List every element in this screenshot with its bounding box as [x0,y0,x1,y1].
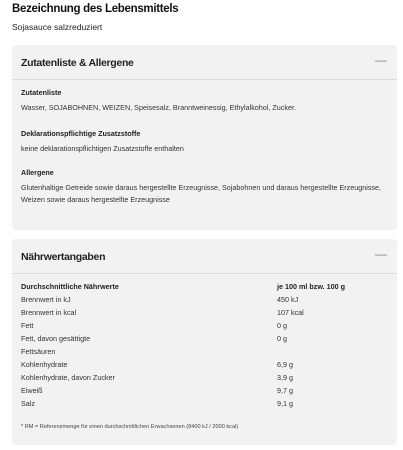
nutrient-value: 0 g [277,334,287,343]
value-column-header: je 100 ml bzw. 100 g [277,282,346,291]
divider [12,273,397,274]
nutrient-label: Brennwert in kcal [21,308,77,317]
product-name: Sojasauce salzreduziert [12,22,103,32]
nutrient-value: 3,9 g [277,373,293,382]
collapse-minus-icon[interactable]: — [375,53,387,67]
table-row [21,321,387,333]
table-row [21,347,387,359]
table-row [21,386,387,398]
nutrient-label: Fett [21,321,34,330]
nutrient-column-header: Durchschnittliche Nährwerte [21,282,119,291]
nutrient-value: 0 g [277,321,287,330]
ingredients-panel-header[interactable] [21,53,388,73]
table-row [21,295,387,307]
additives-text: keine deklarationspflichtigen Zusatzstoffe enthalten [21,144,184,153]
nutrition-facts-panel [12,239,397,445]
divider [12,79,397,80]
food-name-heading: Bezeichnung des Lebensmittels [12,3,179,15]
nutrient-label: Kohlenhydrate, davon Zucker [21,373,115,382]
allergens-heading: Allergene [21,168,54,177]
nutrition-panel-header[interactable] [21,247,388,267]
table-row [21,399,387,411]
table-row [21,360,387,372]
nutrient-label: Salz [21,399,35,408]
table-row [21,373,387,385]
collapse-minus-icon[interactable]: — [375,247,387,261]
nutrient-value: 450 kJ [277,295,299,304]
nutrition-table-header [21,282,387,294]
nutrient-label: Brennwert in kJ [21,295,71,304]
ingredients-list-heading: Zutatenliste [21,88,62,97]
nutrient-label: Fettsäuren [21,347,56,356]
reference-footnote: * RM = Referenzmenge für einen durchschnittlichen Erwachsenen (8400 kJ / 2000 kcal) [21,424,239,430]
ingredients-panel-title: Zutatenliste & Allergene [21,57,134,69]
nutrient-value: 9,1 g [277,399,293,408]
allergens-text: Glutenhaltige Getreide sowie daraus hergestellte Erzeugnisse, Sojabohnen und daraus hergestellte Erzeugnisse, Weizen sowie daraus hergestellte Erzeugnisse [21,183,381,204]
nutrition-panel-title: Nährwertangaben [21,251,106,263]
nutrient-value: 107 kcal [277,308,304,317]
nutrient-label: Kohlenhydrate [21,360,68,369]
nutrient-value: 9,7 g [277,386,293,395]
ingredients-allergens-panel [12,45,397,230]
table-row [21,308,387,320]
additives-heading: Deklarationspflichtige Zusatzstoffe [21,129,141,138]
nutrient-label: Fett, davon gesättigte [21,334,91,343]
table-row [21,334,387,346]
ingredients-list-text: Wasser, SOJABOHNEN, WEIZEN, Speisesalz, Branntweinessig, Ethylalkohol, Zucker. [21,103,296,112]
nutrient-label: Eiweiß [21,386,43,395]
nutrient-value: 6,9 g [277,360,293,369]
